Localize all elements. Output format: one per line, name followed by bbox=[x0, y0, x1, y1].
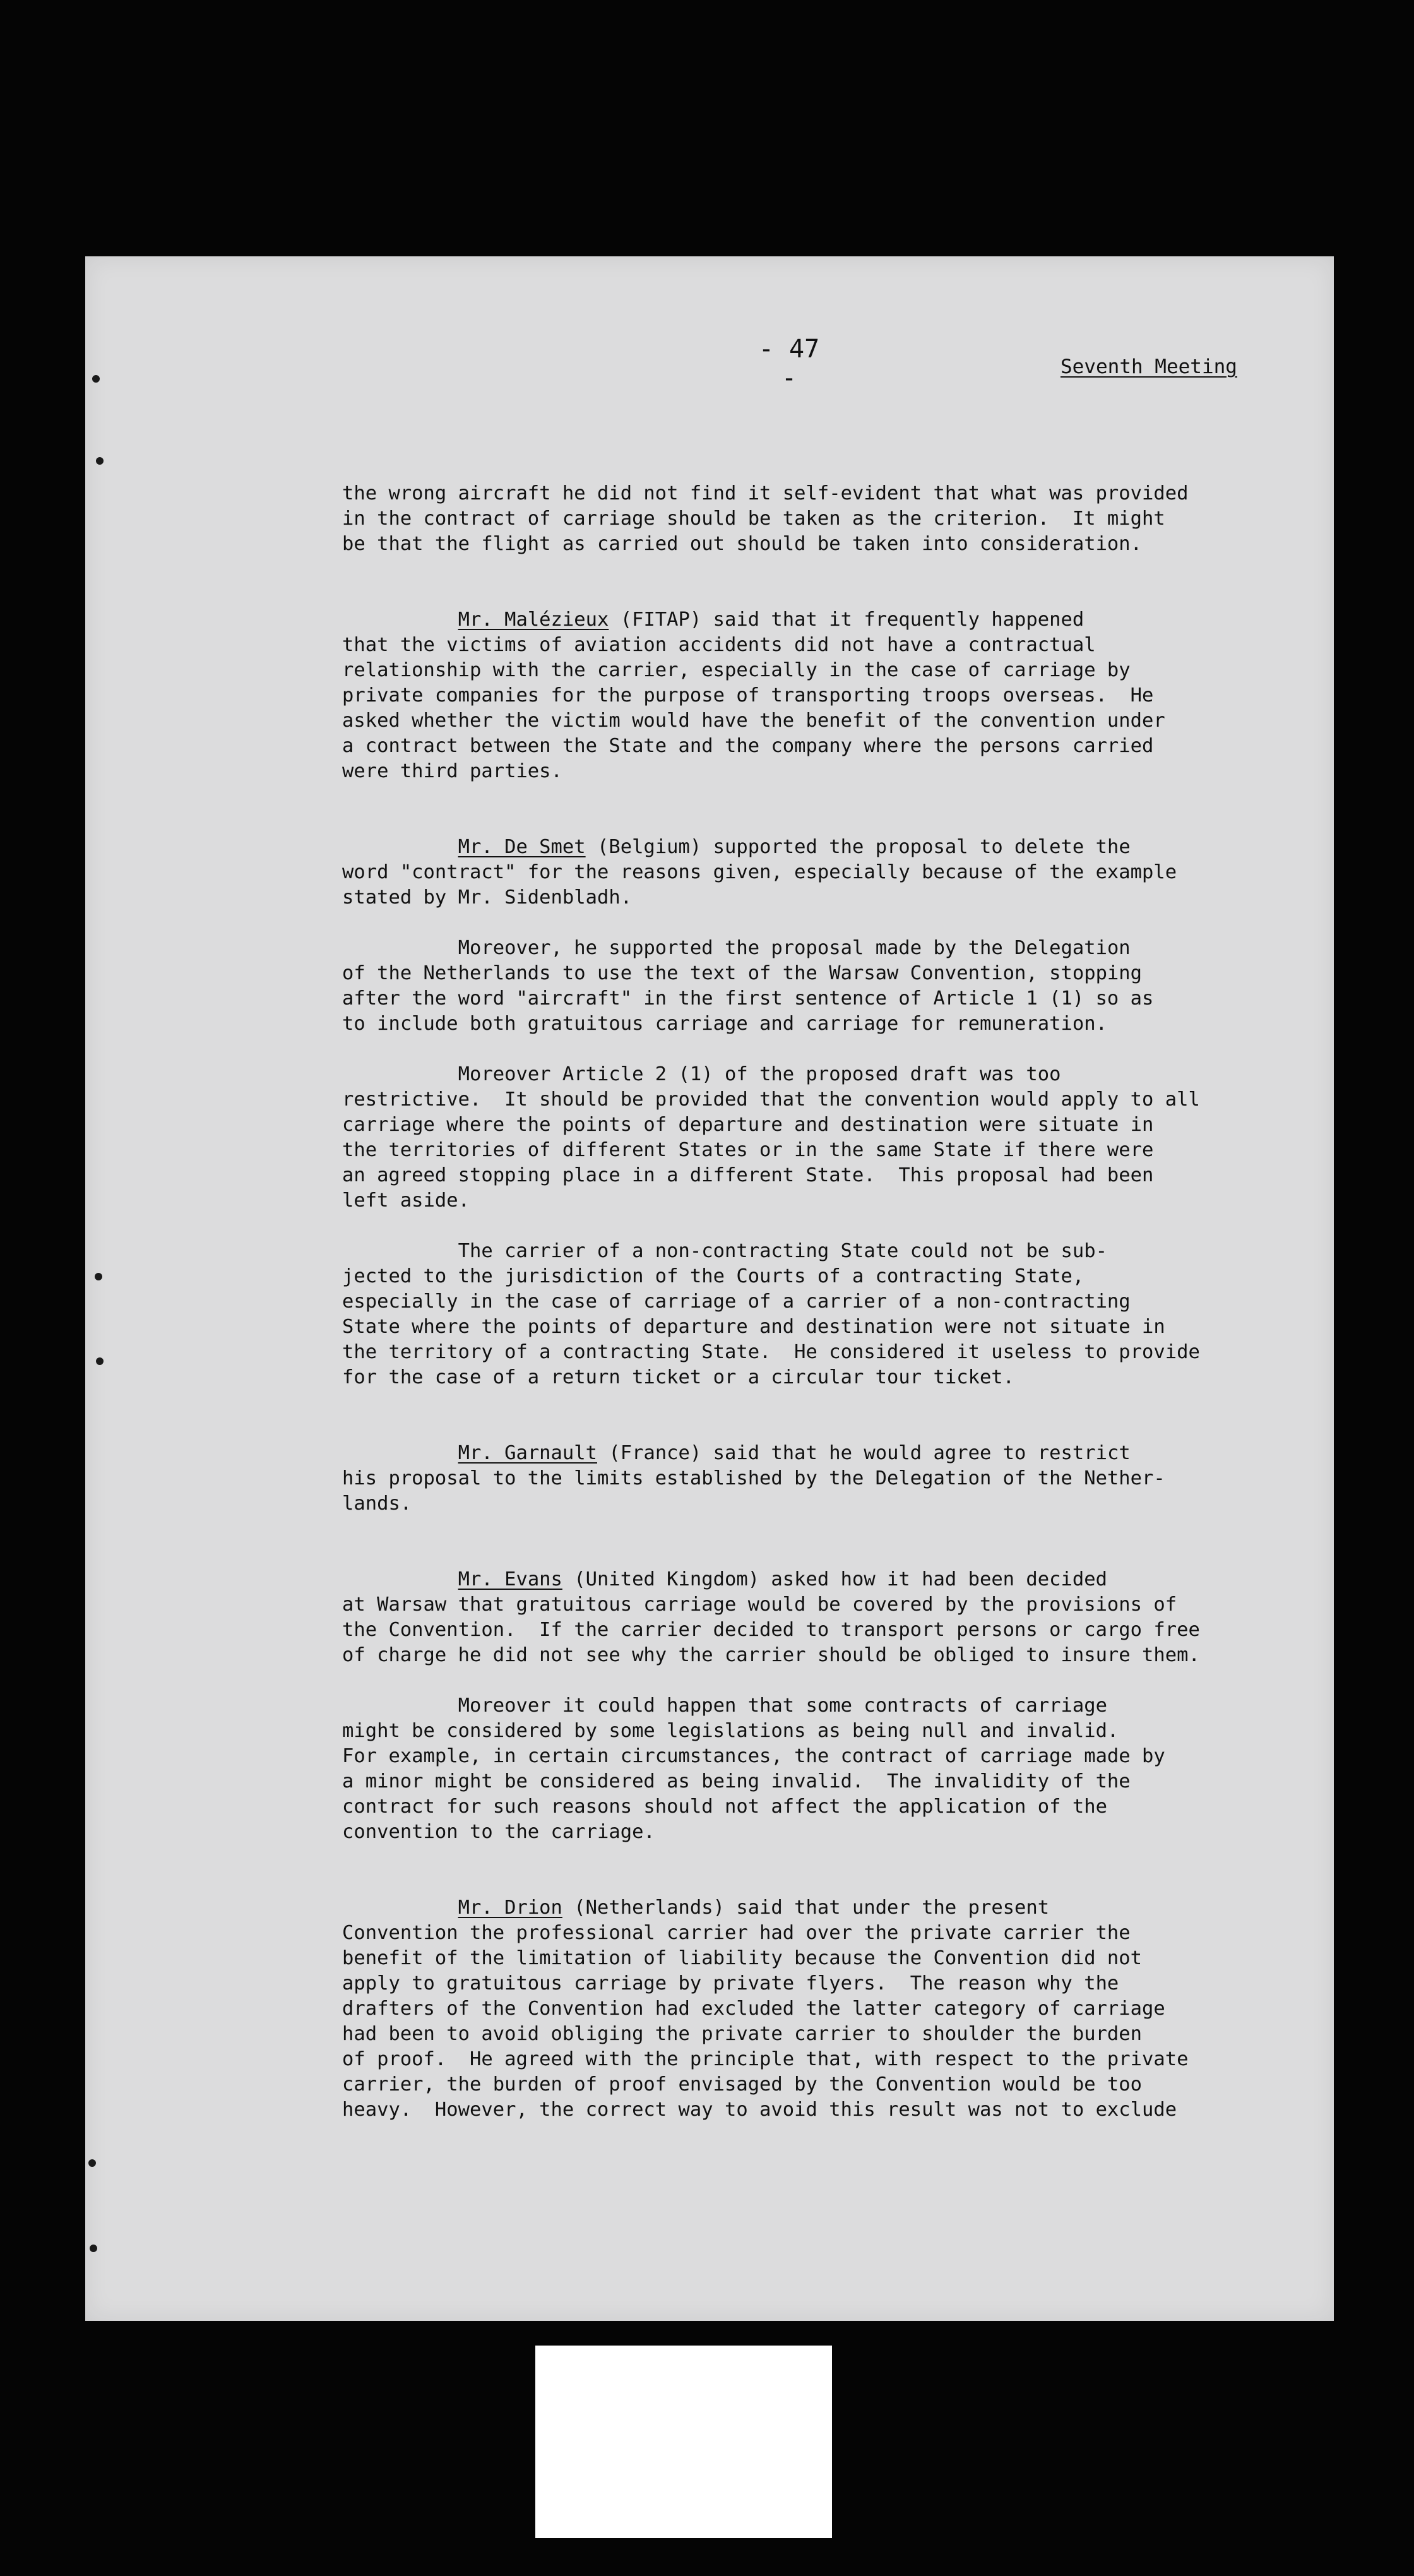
speaker-name: Mr. Drion bbox=[458, 1897, 562, 1919]
paragraph: Mr. De Smet (Belgium) supported the proposal to delete the word "contract" for the reasons given, especially because of the example stated by Mr. Sidenbladh. bbox=[342, 836, 1177, 909]
paragraph: Mr. Evans (United Kingdom) asked how it had been decided at Warsaw that gratuitous carriage would be covered by the provisions of the Convention. If the carrier decided to transport persons or cargo free of charge he did not see why the carrier should be obliged to insure them. bbox=[342, 1568, 1200, 1666]
paragraph: Mr. Drion (Netherlands) said that under the present Convention the professional carrier had over the private carrier the benefit of the limitation of liability because the Convention did not apply to gratuitous carriage by private flyers. The reason why the drafters of the Convention had excluded the latter category of carriage had been to avoid obliging the private carrier to shoulder the burden of proof. He agreed with the principle that, with respect to the private carrier, the burden of proof envisaged by the Convention would be too heavy. However, the correct way to avoid this result was not to exclude bbox=[342, 1897, 1189, 2121]
margin-mark-3 bbox=[95, 1273, 102, 1280]
paragraph: Moreover, he supported the proposal made by the Delegation of the Netherlands to use the text of the Warsaw Convention, stopping after the word "aircraft" in the first sentence of Article 1 (1) so as to include both gratuitous carriage and carriage for remuneration. bbox=[342, 937, 1154, 1035]
margin-mark-5 bbox=[88, 2159, 96, 2167]
margin-mark-4 bbox=[96, 1357, 104, 1365]
speaker-name: Mr. Evans bbox=[458, 1568, 562, 1590]
margin-mark-2 bbox=[96, 457, 104, 465]
meeting-label: Seventh Meeting bbox=[1060, 355, 1237, 378]
paragraph: the wrong aircraft he did not find it self-evident that what was provided in the contract of carriage should be taken as the criterion. It might be that the flight as carried out should be taken into consideration. bbox=[342, 482, 1189, 555]
margin-mark-1 bbox=[92, 375, 100, 383]
speaker-name: Mr. Garnault bbox=[458, 1442, 597, 1464]
speaker-name: Mr. De Smet bbox=[458, 836, 586, 858]
paragraph: Mr. Malézieux (FITAP) said that it frequently happened that the victims of aviation accidents did not have a contractual relationship with the carrier, especially in the case of carriage by private companies for the purpose of transporting troops overseas. He asked whether the victim would have the benefit of the convention under a contract between the State and the company where the persons carried were third parties. bbox=[342, 609, 1165, 782]
speaker-name: Mr. Malézieux bbox=[458, 609, 609, 631]
blank-label-card bbox=[535, 2346, 832, 2538]
paragraph: Moreover it could happen that some contracts of carriage might be considered by some legislations as being null and invalid. For example, in certain circumstances, the contract of carriage made by a minor might be considered as being invalid. The invalidity of the contract for such reasons should not affect the application of the convention to the carriage. bbox=[342, 1695, 1165, 1843]
paragraph: Mr. Garnault (France) said that he would agree to restrict his proposal to the limits established by the Delegation of the Nether- lands. bbox=[342, 1442, 1165, 1515]
document-body bbox=[342, 481, 1314, 2123]
page-number: - 47 - bbox=[758, 335, 820, 393]
margin-mark-6 bbox=[90, 2245, 97, 2252]
paragraph: The carrier of a non-contracting State could not be sub- jected to the jurisdiction of the Courts of a contracting State, especially in the case of carriage of a carrier of a non-contracting State where the points of departure and destination were not situate in the territory of a contracting State. He considered it useless to provide for the case of a return ticket or a circular tour ticket. bbox=[342, 1240, 1200, 1388]
paragraph: Moreover Article 2 (1) of the proposed draft was too restrictive. It should be provided that the convention would apply to all carriage where the points of departure and destination were situate in the territories of different States or in the same State if there were an agreed stopping place in a different State. This proposal had been left aside. bbox=[342, 1063, 1200, 1212]
